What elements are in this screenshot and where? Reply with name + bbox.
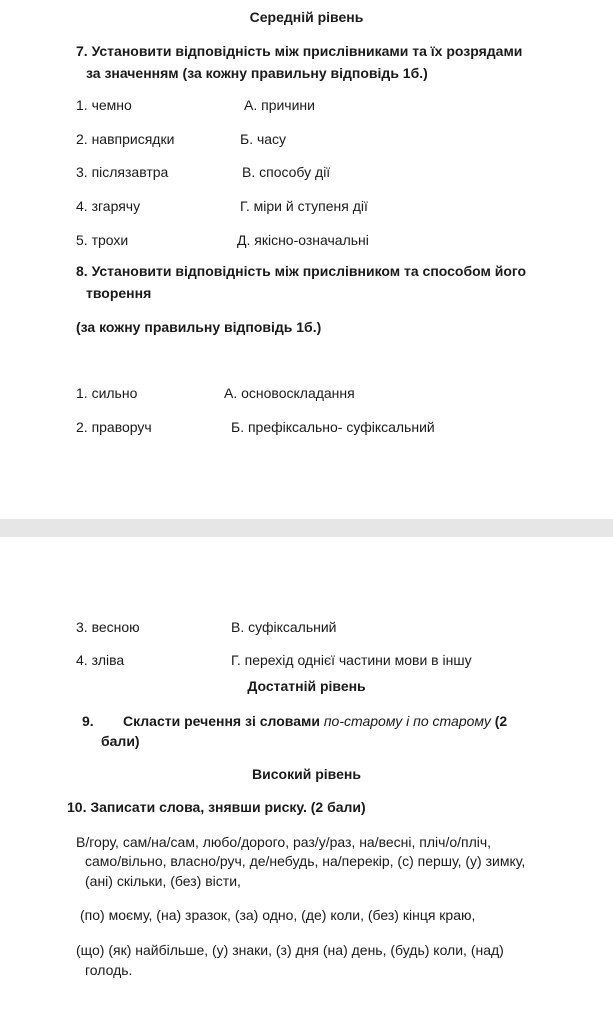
task8-left-item: 2. праворуч — [76, 419, 152, 435]
task9-text — [123, 712, 507, 730]
task7-left-item: 3. післязавтра — [76, 164, 169, 180]
task10-line: голодь. — [85, 962, 133, 978]
task7-right-item: Г. міри й ступеня дії — [240, 198, 368, 214]
level-heading-middle: Середній рівень — [249, 9, 364, 25]
task10-line: само/вільно, власно/руч, де/небудь, на/перекір, (с) першу, (у) зимку, — [85, 853, 526, 869]
task9-number: 9. — [82, 713, 94, 729]
task8-left-item: 4. зліва — [76, 652, 125, 668]
task8-title-line2: творення — [86, 285, 152, 301]
task8-points: (за кожну правильну відповідь 1б.) — [76, 319, 322, 335]
task7-left-item: 5. трохи — [76, 232, 129, 248]
task8-right-item: Б. префіксально- суфіксальний — [231, 419, 435, 435]
task7-left-item: 2. навприсядки — [76, 131, 175, 147]
task8-left-item: 1. сильно — [76, 385, 138, 401]
task10-line: (ані) скільки, (без) вісти, — [85, 873, 241, 889]
task7-left-item: 1. чемно — [76, 97, 132, 113]
task9-italic-words: по-старому і по старому — [323, 713, 491, 729]
task8-right-item: А. основоскладання — [224, 385, 355, 401]
task7-right-item: В. способу дії — [242, 164, 331, 180]
page-break — [0, 519, 613, 537]
task7-title-line2: за значенням (за кожну правильну відповідь 1б.) — [86, 65, 428, 81]
task10-line: В/гору, сам/на/сам, любо/дорого, раз/у/раз, на/весні, пліч/о/пліч, — [76, 834, 492, 850]
level-heading-sufficient: Достатній рівень — [247, 678, 366, 694]
task8-right-item: Г. перехід однієї частини мови в іншу — [231, 652, 472, 668]
task9-text-a: Скласти речення зі словами — [123, 713, 320, 729]
task10-title: 10. Записати слова, знявши риску. (2 бали) — [67, 799, 366, 815]
task9-line2: бали) — [101, 733, 140, 749]
task7-right-item: Д. якісно-означальні — [237, 232, 369, 248]
level-heading-high: Високий рівень — [252, 766, 361, 782]
task8-right-item: В. суфіксальний — [231, 619, 337, 635]
task7-right-item: А. причини — [244, 97, 315, 113]
task7-right-item: Б. часу — [240, 131, 287, 147]
task10-line: (що) (як) найбільше, (у) знаки, (з) дня (на) день, (будь) коли, (над) — [76, 942, 504, 958]
task7-title-line1: 7. Установити відповідність між прислівниками та їх розрядами — [76, 43, 523, 59]
task10-line: (по) моєму, (на) зразок, (за) одно, (де) коли, (без) кінця краю, — [80, 907, 476, 923]
task9-text-b: (2 — [494, 713, 508, 729]
task8-title-line1: 8. Установити відповідність між прислівником та способом його — [76, 263, 527, 279]
task8-left-item: 3. весною — [76, 619, 140, 635]
task7-left-item: 4. згарячу — [76, 198, 141, 214]
